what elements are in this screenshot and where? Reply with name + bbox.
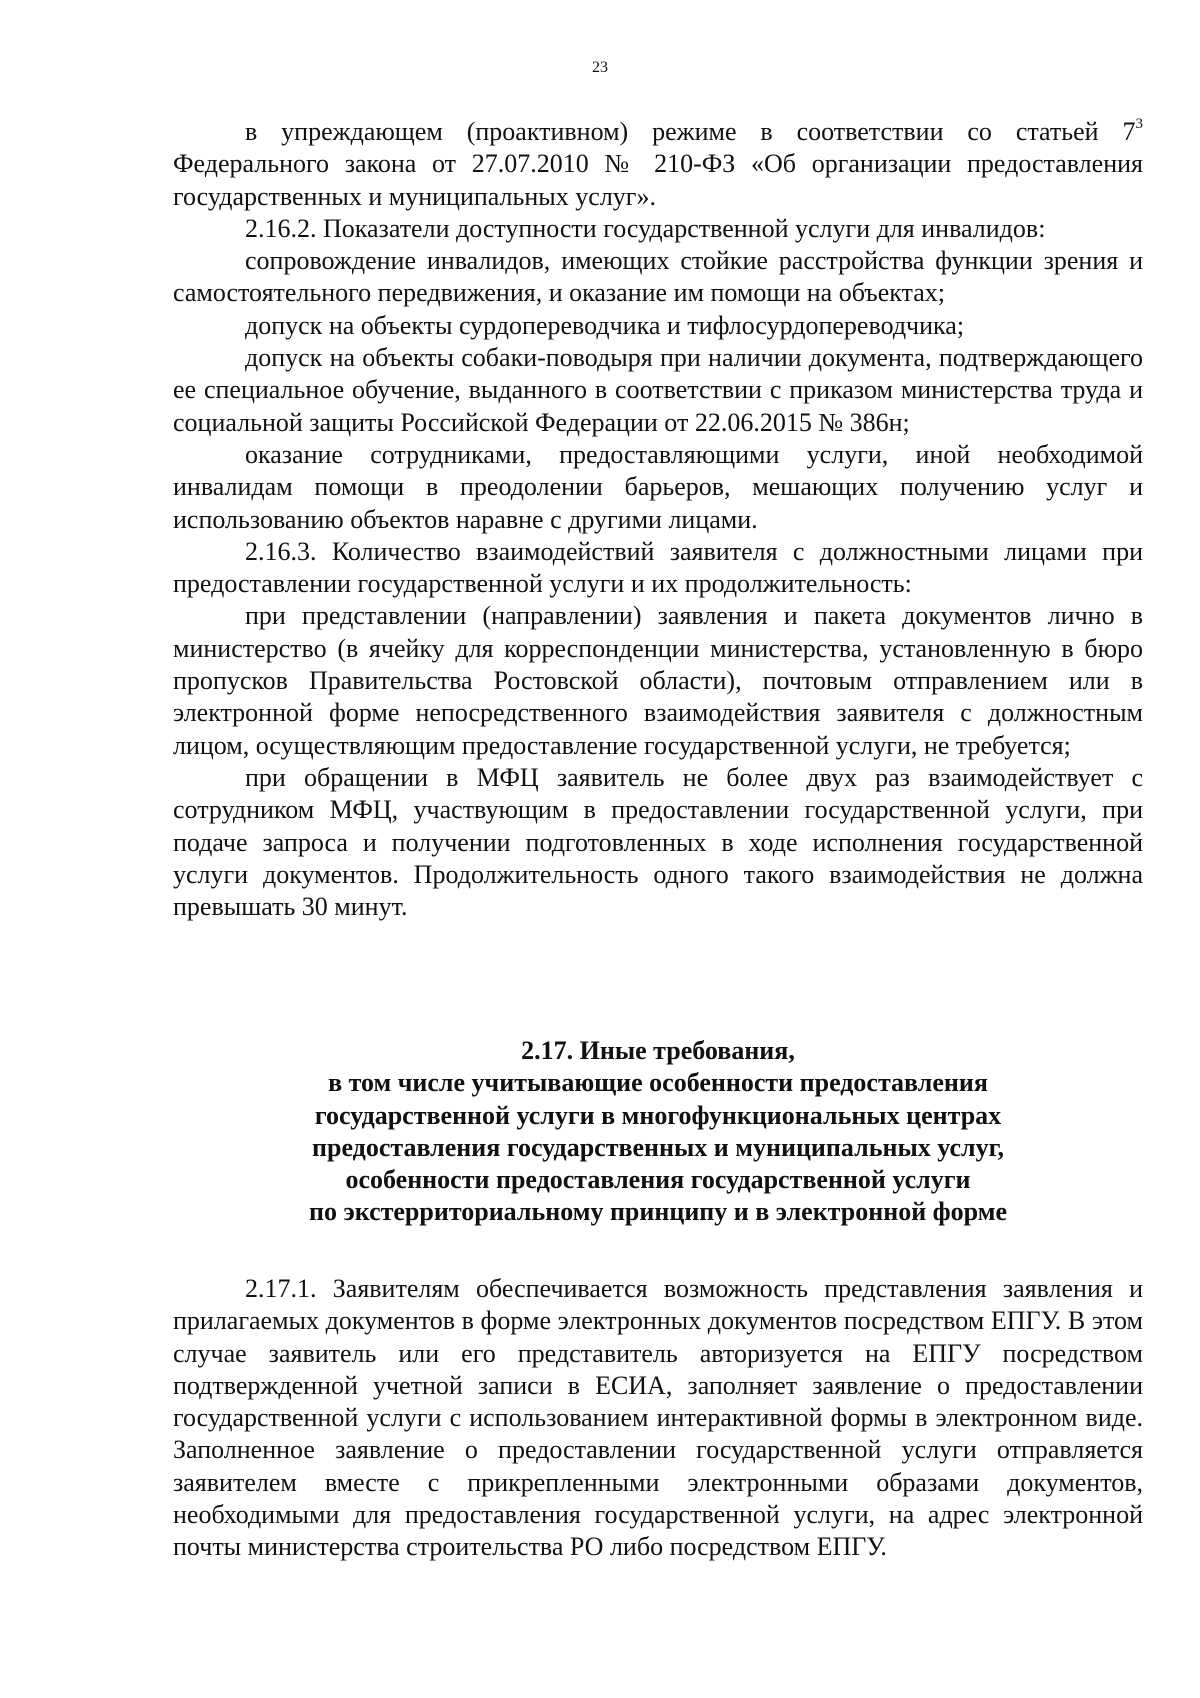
paragraph-2-16-3: 2.16.3. Количество взаимодействий заявителя с должностными лицами при предоставлении государственной услуги и их продолжительность: — [173, 536, 1143, 599]
paragraph-2-16-2: 2.16.2. Показатели доступности государственной услуги для инвалидов: — [245, 213, 1046, 243]
heading-line: государственной услуги в многофункциональных центрах — [314, 1100, 1002, 1130]
section-2-16-body — [173, 116, 1143, 923]
paragraph-submission: при представлении (направлении) заявления и пакета документов лично в министерство (в ячейку для корреспонденции министерства, установленную в бюро пропусков Правительства Ростовской области), почтовым отправлением или в электронной форме непосредственного взаимодействия заявителя с должностным лицом, осуществляющим предоставление государственной услуги, не требуется; — [173, 601, 1143, 760]
section-heading-2-17 — [173, 1035, 1143, 1229]
paragraph-assistance: оказание сотрудниками, предоставляющими услуги, иной необходимой инвалидам помощи в преодолении барьеров, мешающих получению услуг и использованию объектов наравне с другими лицами. — [173, 439, 1143, 534]
paragraph-continuation — [173, 116, 1143, 213]
section-2-17-body — [173, 1273, 1143, 1564]
heading-line: особенности предоставления государственной услуги — [345, 1165, 971, 1195]
paragraph-text: Федерального закона от 27.07.2010 № 210-ФЗ «Об организации предоставления государственных и муниципальных услуг». — [173, 149, 1143, 211]
paragraph-escort: сопровождение инвалидов, имеющих стойкие расстройства функции зрения и самостоятельного передвижения, и оказание им помощи на объектах; — [173, 246, 1143, 308]
superscript: 3 — [1135, 116, 1143, 132]
heading-line: в том числе учитывающие особенности предоставления — [328, 1068, 988, 1098]
paragraph-interpreter: допуск на объекты сурдопереводчика и тифлосурдопереводчика; — [245, 310, 965, 340]
paragraph-2-17-1: 2.17.1. Заявителям обеспечивается возможность представления заявления и прилагаемых документов в форме электронных документов посредством ЕПГУ. В этом случае заявитель или его представитель авторизуется на ЕПГУ посредством подтвержденной учетной записи в ЕСИА, заполняет заявление о предоставлении государственной услуги с использованием интерактивной формы в электронном виде. Заполненное заявление о предоставлении государственной услуги отправляется заявителем вместе с прикрепленными электронными образами документов, необходимыми для предоставления государственной услуги, на адрес электронной почты министерства строительства РО либо посредством ЕПГУ. — [173, 1274, 1143, 1562]
heading-line: 2.17. Иные требования, — [521, 1036, 795, 1065]
paragraph-text: в упреждающем (проактивном) режиме в соответствии со статьей 7 — [245, 117, 1136, 146]
paragraph-mfc: при обращении в МФЦ заявитель не более двух раз взаимодействует с сотрудником МФЦ, участвующим в предоставлении государственной услуги, при подаче запроса и получении подготовленных в ходе исполнения государственной услуги документов. Продолжительность одного такого взаимодействия не должна превышать 30 минут. — [173, 762, 1143, 922]
heading-line: по экстерриториальному принципу и в электронной форме — [309, 1197, 1007, 1227]
paragraph-guide-dog: допуск на объекты собаки-поводыря при наличии документа, подтверждающего ее специальное обучение, выданного в соответствии с приказом министерства труда и социальной защиты Российской Федерации от 22.06.2015 № 386н; — [173, 343, 1143, 437]
heading-line: предоставления государственных и муниципальных услуг, — [312, 1132, 1004, 1162]
page-number: 23 — [592, 59, 608, 76]
